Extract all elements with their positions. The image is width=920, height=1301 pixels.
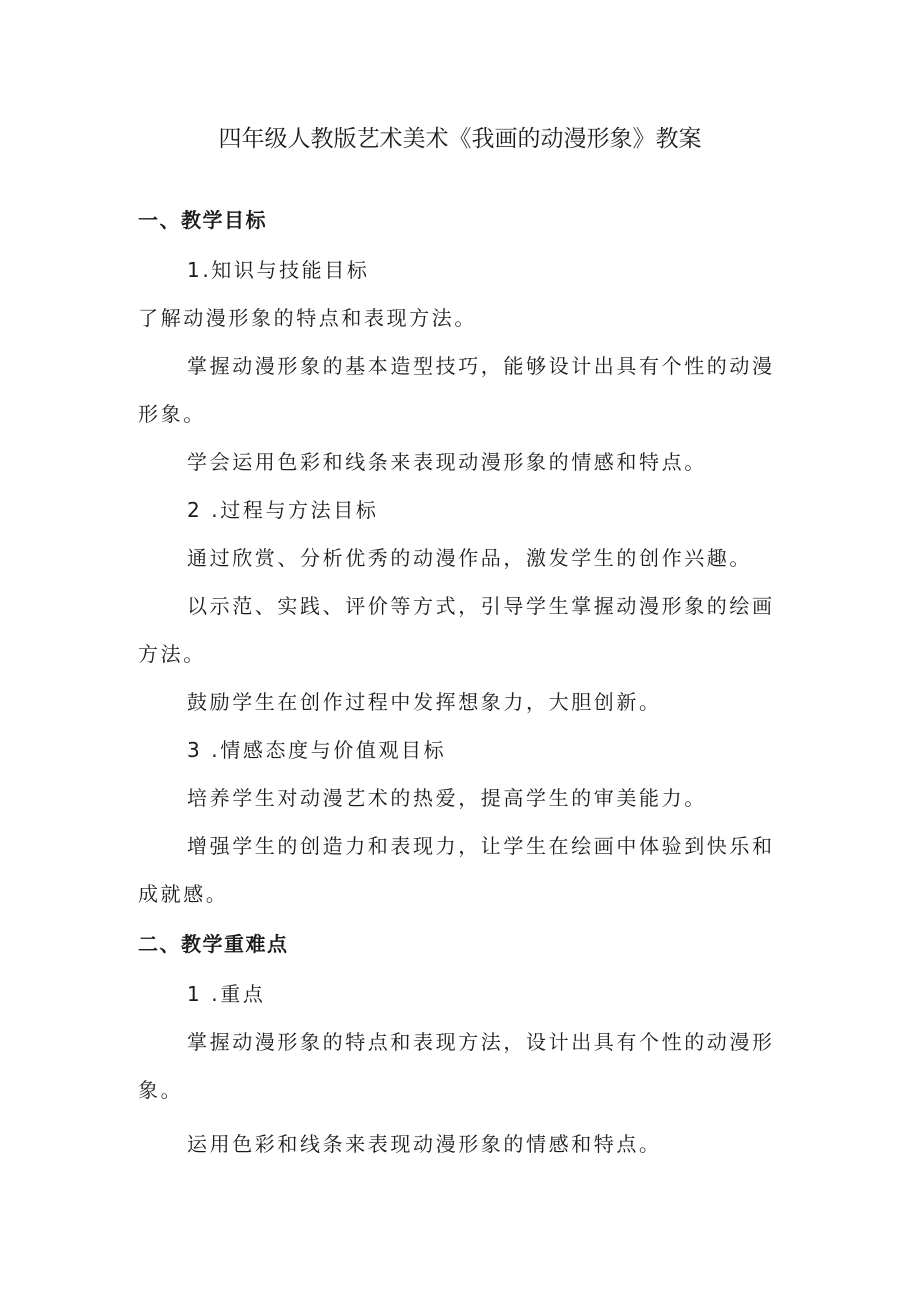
section-heading-key-points: 二、教学重难点 xyxy=(138,932,289,956)
subheading-process-methods: 2 .过程与方法目标 xyxy=(187,498,379,522)
paragraph: 鼓励学生在创作过程中发挥想象力，大胆创新。 xyxy=(187,690,662,714)
paragraph: 增强学生的创造力和表现力，让学生在绘画中体验到快乐和 xyxy=(187,834,775,858)
subheading-attitude-values: 3 .情感态度与价值观目标 xyxy=(187,738,447,762)
paragraph: 掌握动漫形象的基本造型技巧，能够设计出具有个性的动漫 xyxy=(187,354,775,378)
paragraph: 学会运用色彩和线条来表现动漫形象的情感和特点。 xyxy=(187,450,707,474)
subheading-key-point: 1 .重点 xyxy=(187,982,266,1006)
paragraph: 掌握动漫形象的特点和表现方法，设计出具有个性的动漫形 xyxy=(187,1030,775,1054)
subheading-knowledge-skills: 1.知识与技能目标 xyxy=(187,258,370,282)
paragraph: 以示范、实践、评价等方式，引导学生掌握动漫形象的绘画 xyxy=(187,594,775,618)
paragraph-continuation: 方法。 xyxy=(138,642,206,666)
paragraph: 了解动漫形象的特点和表现方法。 xyxy=(138,306,477,330)
document-title: 四年级人教版艺术美术《我画的动漫形象》教案 xyxy=(218,126,702,152)
paragraph-continuation: 形象。 xyxy=(138,402,206,426)
paragraph: 运用色彩和线条来表现动漫形象的情感和特点。 xyxy=(187,1132,662,1156)
section-heading-objectives: 一、教学目标 xyxy=(138,208,267,232)
paragraph: 培养学生对动漫艺术的热爱，提高学生的审美能力。 xyxy=(187,786,707,810)
paragraph: 通过欣赏、分析优秀的动漫作品，激发学生的创作兴趣。 xyxy=(187,546,752,570)
paragraph-continuation: 象。 xyxy=(138,1078,184,1102)
paragraph-continuation: 成就感。 xyxy=(138,882,229,906)
